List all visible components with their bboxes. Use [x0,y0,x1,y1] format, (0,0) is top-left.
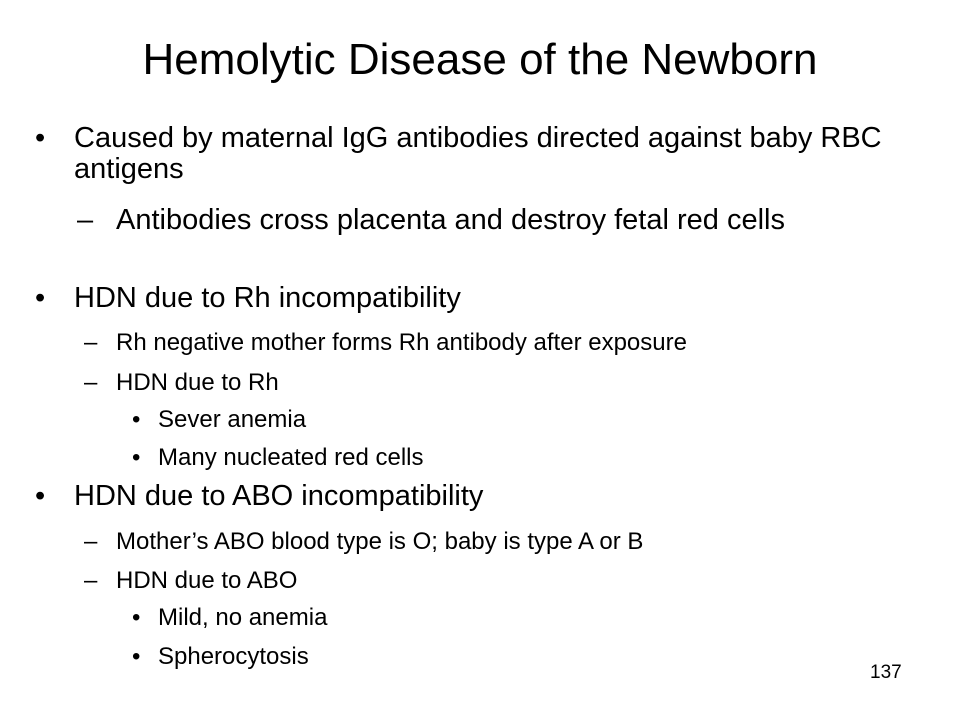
bullet-text: Rh negative mother forms Rh antibody after exposure [116,329,687,356]
bullet-item [35,282,914,314]
bullet-dot: • [35,480,46,512]
bullet-dash: – [84,369,98,396]
bullet-text: Sever anemia [158,406,307,433]
bullet-text: HDN due to ABO [116,567,298,594]
bullet-dot: • [132,604,141,631]
page-number: 137 [870,662,902,683]
bullet-dot: • [132,406,141,433]
bullet-text: Many nucleated red cells [158,444,424,471]
bullet-dash: – [84,329,98,356]
bullet-dash: – [77,204,94,236]
bullet-text: HDN due to Rh incompatibility [74,282,461,314]
bullet-dot: • [35,282,46,314]
sub-sub-bullet-item [132,643,858,671]
bullet-text: HDN due to ABO incompatibility [74,480,484,512]
bullet-text: Mother’s ABO blood type is O; baby is type A or B [116,528,644,555]
bullet-text: Antibodies cross placenta and destroy fetal red cells [116,204,785,236]
bullet-dot: • [132,643,141,670]
bullet-item [35,480,914,512]
bullet-text: HDN due to Rh [116,369,279,396]
bullet-dot: • [35,122,46,154]
bullet-item [35,122,914,185]
sub-bullet-item [84,329,906,357]
bullet-dash: – [84,528,98,555]
sub-bullet-item [77,204,906,236]
sub-bullet-item [84,528,906,556]
sub-sub-bullet-item [132,604,858,632]
sub-sub-bullet-item [132,406,858,434]
sub-sub-bullet-item [132,444,858,472]
sub-bullet-item [84,369,906,397]
bullet-dot: • [132,444,141,471]
slide-title: Hemolytic Disease of the Newborn [142,35,818,84]
bullet-dash: – [84,567,98,594]
sub-bullet-item [84,567,906,595]
bullet-text: Mild, no anemia [158,604,328,631]
bullet-text: Caused by maternal IgG antibodies directed against baby RBC antigens [74,122,882,185]
bullet-text: Spherocytosis [158,643,309,670]
